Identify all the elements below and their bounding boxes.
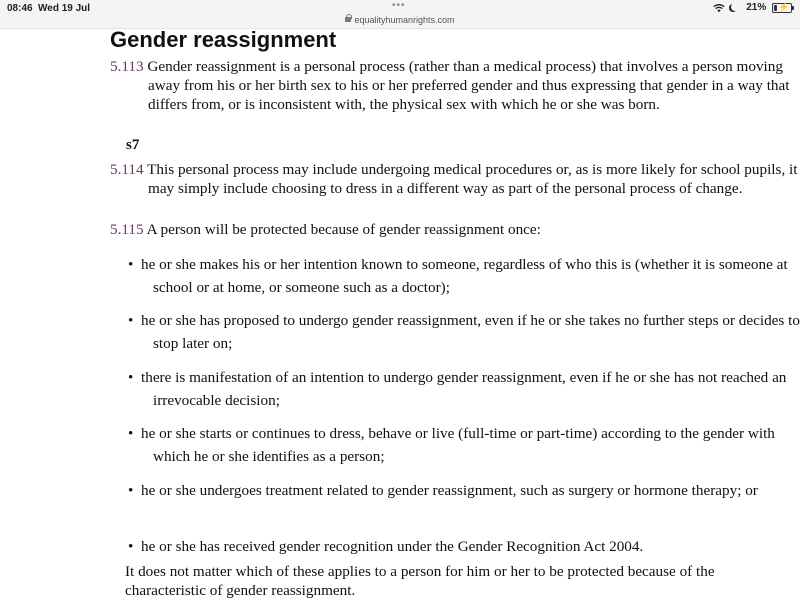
status-date: Wed 19 Jul (38, 3, 91, 14)
battery-icon (772, 3, 792, 13)
bullet-marker: • (128, 482, 134, 499)
paragraph-text: A person will be protected because of gender reassignment once: (146, 221, 541, 238)
battery-percent: 21% (746, 2, 767, 13)
multitasking-dots[interactable]: ••• (392, 0, 406, 11)
paragraph-number: 5.115 (110, 221, 144, 238)
address-bar[interactable] (0, 15, 800, 25)
charging-bolt-icon: ⚡ (778, 1, 790, 12)
bullet-item (128, 535, 800, 558)
bullet-text: he or she has received gender recognition under the Gender Recognition Act 2004. (141, 538, 644, 555)
bullet-marker: • (128, 425, 134, 442)
bullet-text: he or she has proposed to undergo gender reassignment, even if he or she takes no further steps or decides to stop later on; (141, 312, 800, 352)
status-bar (0, 0, 800, 29)
paragraph-text: Gender reassignment is a personal process (rather than a medical process) that involves a person moving away from his or her birth sex to his or her preferred gender and thus expressing that gender in a way that differs from, or is inconsistent with, the physical sex with which he or she was born. (147, 58, 790, 113)
battery-fill (774, 5, 777, 11)
bullet-marker: • (128, 369, 134, 386)
bullet-text: he or she makes his or her intention known to someone, regardless of who this is (whether it is someone at school or at home, or someone such as a doctor); (141, 256, 788, 296)
closing-paragraph: It does not matter which of these applies to a person for him or her to be protected because of the characteristic of gender reassignment. (125, 563, 715, 599)
bullet-marker: • (128, 256, 134, 273)
paragraph-text: This personal process may include undergoing medical procedures or, as is more likely for school pupils, it may simply include choosing to dress in a different way as part of the personal process of change. (147, 161, 798, 197)
bullet-text: he or she undergoes treatment related to gender reassignment, such as surgery or hormone therapy; or (141, 482, 758, 499)
moon-icon (731, 3, 739, 11)
paragraph-5-114 (110, 160, 800, 198)
bullet-item (128, 309, 800, 355)
page-title: Gender reassignment (110, 27, 337, 52)
bullet-marker: • (128, 312, 134, 329)
bullet-marker: • (128, 538, 134, 555)
paragraph-number: 5.114 (110, 161, 144, 178)
section-reference: s7 (126, 137, 140, 153)
bullet-item (128, 479, 800, 502)
bullet-text: he or she starts or continues to dress, behave or live (full-time or part-time) according to the gender with which he or she identifies as a person; (141, 425, 775, 465)
paragraph-5-113 (110, 57, 800, 114)
lock-icon (345, 17, 351, 23)
status-indicators (713, 2, 792, 14)
paragraph-number: 5.113 (110, 58, 144, 75)
bullet-item (128, 422, 800, 468)
bullet-item (128, 366, 800, 412)
address-url: equalityhumanrights.com (354, 15, 455, 25)
wifi-icon (713, 3, 725, 13)
paragraph-5-115 (110, 220, 800, 239)
bullet-item (128, 253, 800, 299)
bullet-text: there is manifestation of an intention to undergo gender reassignment, even if he or she has not reached an irrevocable decision; (141, 369, 787, 409)
status-time: 08:46 (7, 3, 33, 14)
